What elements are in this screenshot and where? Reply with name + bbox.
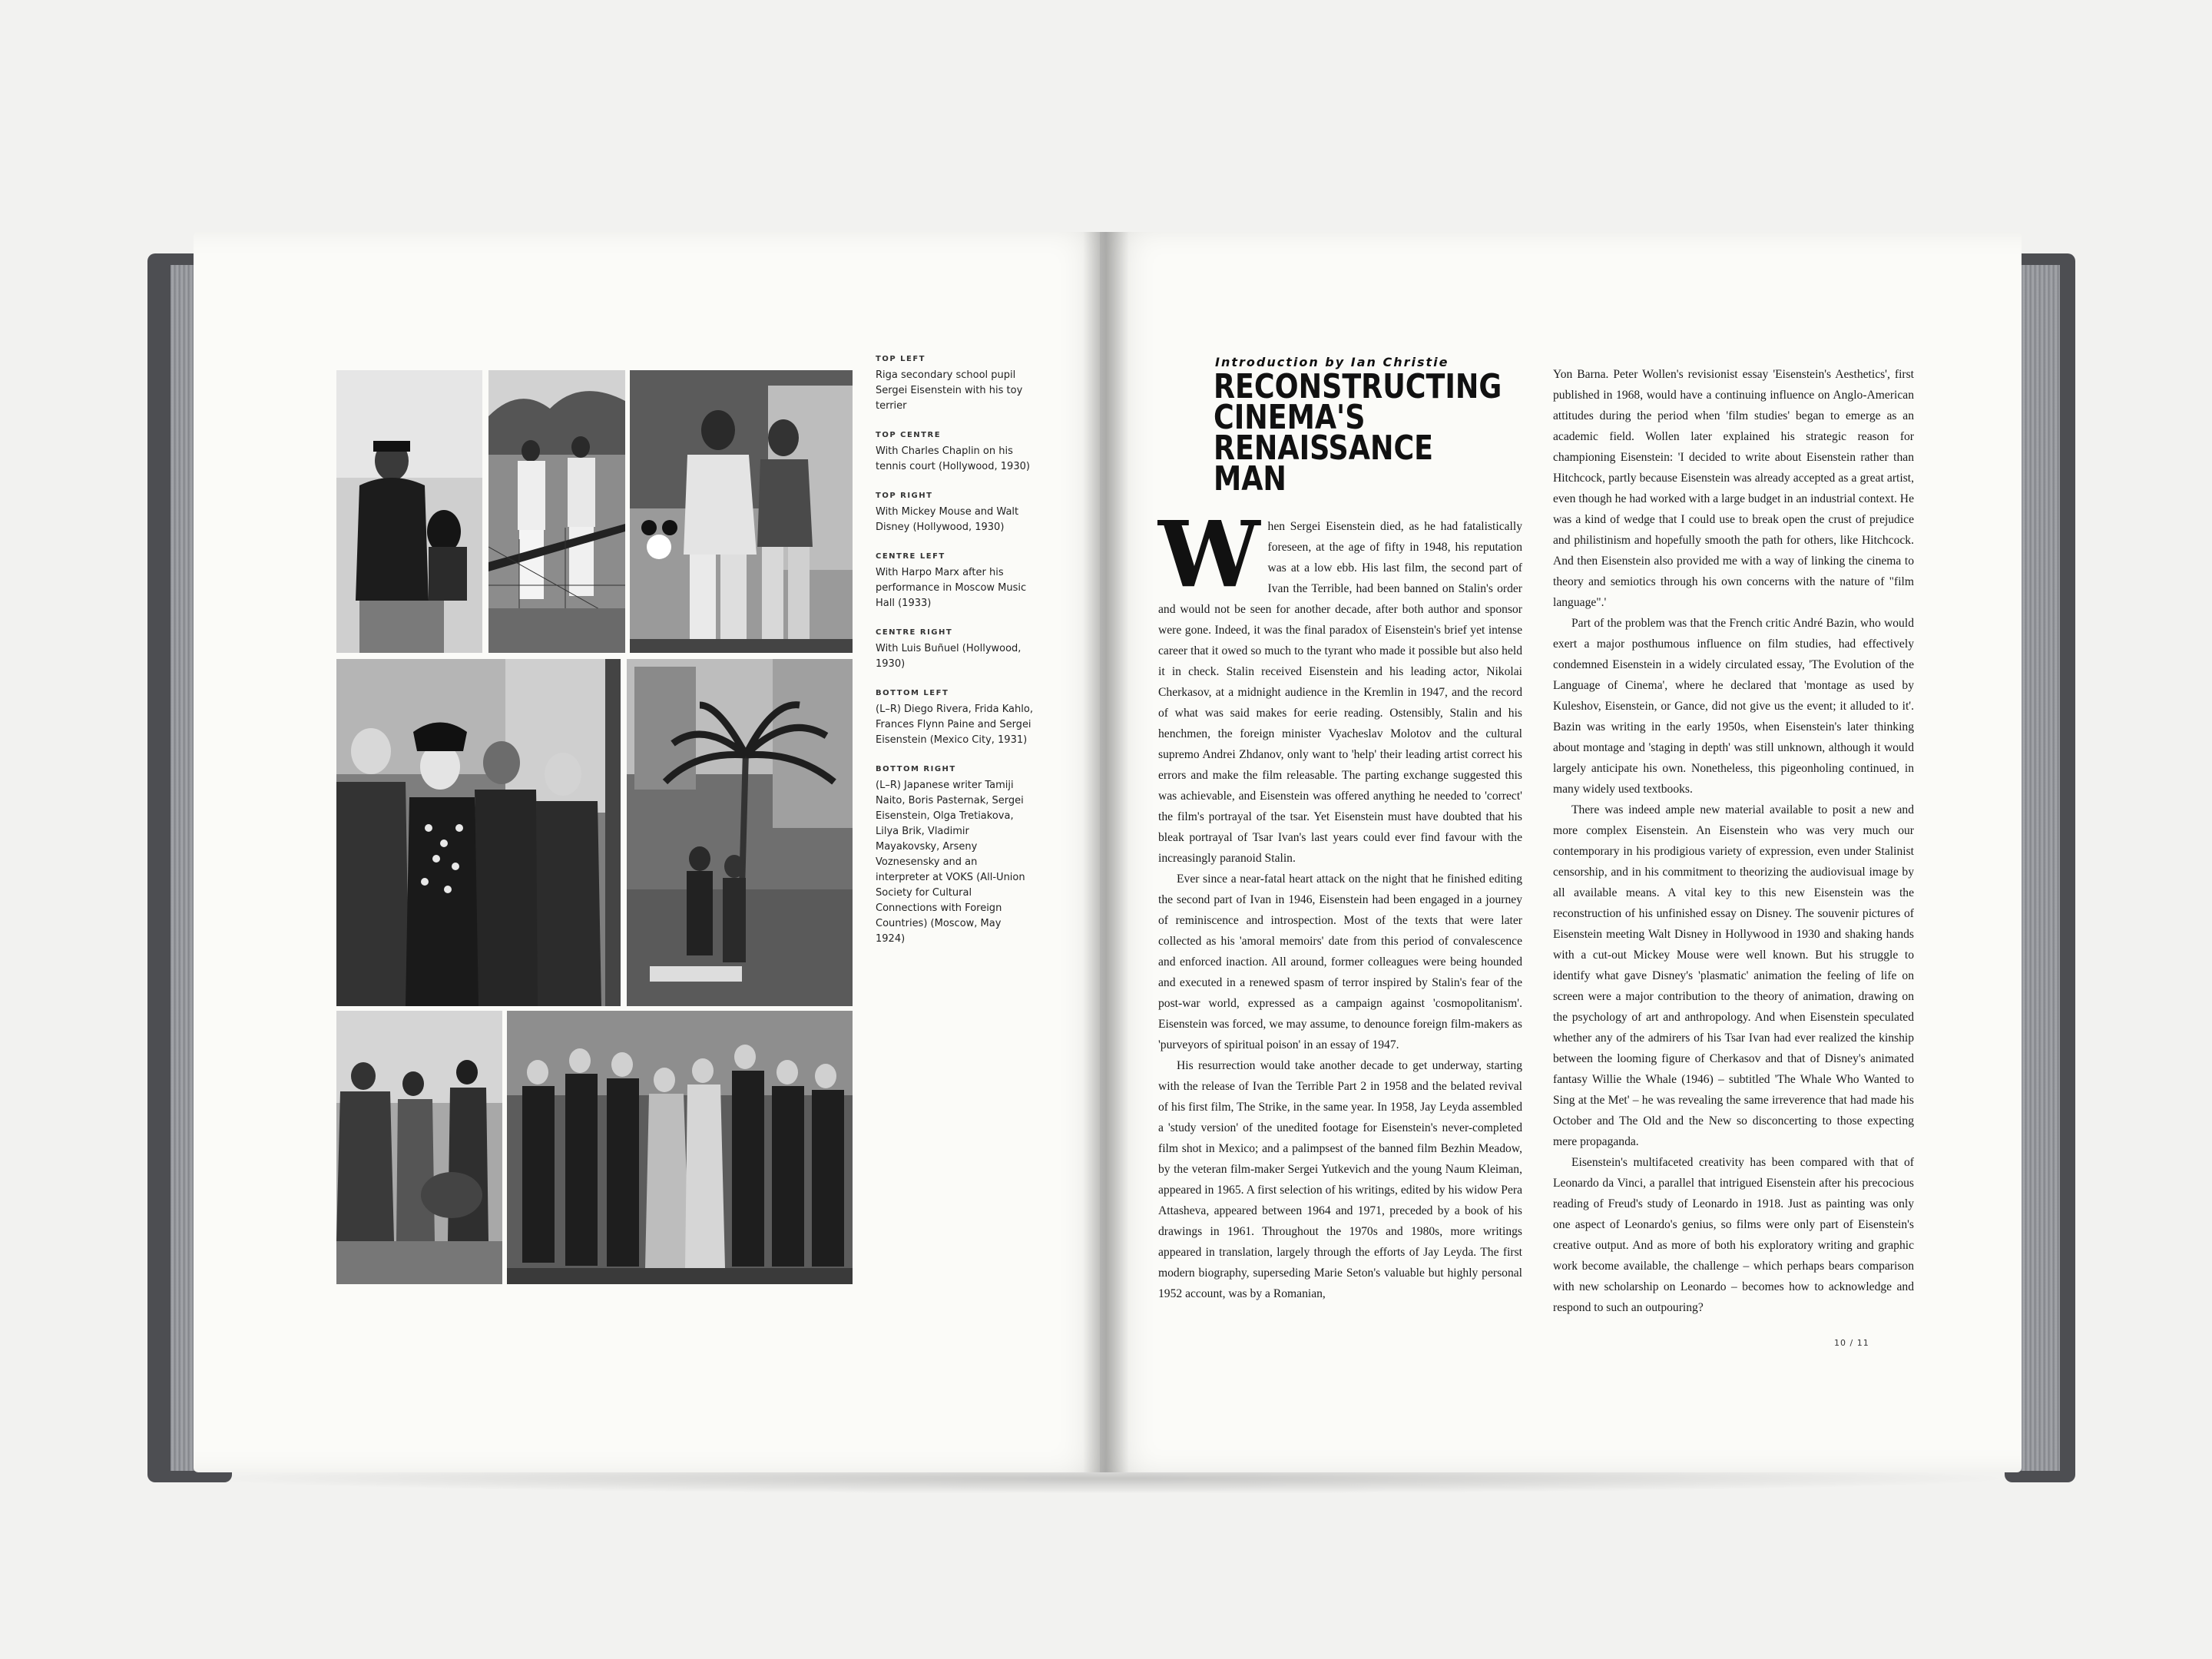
photo-captions — [876, 355, 1033, 964]
headline-line: CINEMA'S — [1214, 398, 1366, 437]
caption-label: BOTTOM RIGHT — [876, 765, 956, 773]
photo-top-right — [630, 370, 853, 653]
photo-centre-left — [336, 659, 621, 1006]
body-paragraph: Eisenstein's multifaceted creativity has been compared with that of Leonardo da Vinci, a parallel that intrigued Eisenstein after his precocious reading of Freud's study of Leonardo in 1918. Just as painting was only one aspect of Leonardo's genius, so films were only part of Eisenstein's creative output. And as more of both his exploratory writing and graphic work become available, the challenge – which perhaps bears comparison with new scholarship on Leonardo – becomes how to acknowledge and respond to such an outpouring? — [1553, 1156, 1914, 1314]
body-paragraph: Yon Barna. Peter Wollen's revisionist essay 'Eisenstein's Aesthetics', first published in 1968, would have a continuing influence on Anglo-American attitudes during the period when 'film studies' began to emerge as an academic field. Wollen later explained his strategic reason for championing Eisenstein: 'I decided to write about Eisenstein rather than Hitchcock, partly because Eisenstein was already accepted as a great artist, even though he had worked with a large budget in an industrial context. He was a kind of wedge that I could use to break open the crust of prejudice and philistinism and hopefully smooth the path for others, like Hitchcock. And then Eisenstein also provided me with a way of linking the cinema to theory and semiotics through his own concerns with the nature of "film language".' — [1553, 368, 1914, 609]
photo-centre-right — [627, 659, 853, 1006]
article-headline — [1214, 367, 1502, 498]
caption-text: (L–R) Diego Rivera, Frida Kahlo, Frances Flynn Paine and Sergei Eisenstein (Mexico City, 1931) — [876, 704, 1033, 746]
body-paragraph: Part of the problem was that the French critic André Bazin, who would exert a major posthumous influence on film studies, had effectively condemned Eisenstein in a widely circulated essay, 'The Evolution of the Language of Cinema', where he declared that 'montage as used by Kuleshov, Eisenstein, or Gance, did not give us the event; it alluded to it'. Bazin was writing in the early 1950s, when Eisenstein's later thinking about montage and 'staging in depth' was still unknown, although it would largely anticipate his own. Nonetheless, this pigeonholing continued, in many widely used textbooks. — [1553, 617, 1914, 796]
caption-label: TOP RIGHT — [876, 492, 933, 500]
caption-top-centre — [876, 431, 1033, 475]
caption-label: TOP LEFT — [876, 355, 926, 363]
caption-text: (L–R) Japanese writer Tamiji Naito, Boris Pasternak, Sergei Eisenstein, Olga Tretiakova, Lilya Brik, Vladimir Mayakovsky, Arseny Voznesensky and an interpreter at VOKS (All-Union Society for Cultural Connections with Foreign Countries) (Moscow, May 1924) — [876, 780, 1025, 945]
caption-bottom-right — [876, 765, 1033, 947]
caption-top-right — [876, 492, 1033, 535]
caption-text: With Harpo Marx after his performance in Moscow Music Hall (1933) — [876, 567, 1027, 609]
photo-bottom-right — [507, 1011, 853, 1284]
drop-cap: W — [1158, 501, 1260, 608]
photo-top-centre — [488, 370, 625, 653]
headline-line: RECONSTRUCTING — [1214, 367, 1502, 406]
caption-centre-right — [876, 628, 1033, 672]
article-kicker: Introduction by Ian Christie — [1215, 355, 1449, 369]
paragraph-text: hen Sergei Eisenstein died, as he had fatalistically foreseen, at the age of fifty in 1948, his reputation was at a low ebb. His last film, the second part of Ivan the Terrible, had been banned on Stalin's order and would not be seen for another decade, after both author and sponsor were gone. Indeed, it was the final paradox of Eisenstein's brief yet intense career that it owed so much to the tyrant who made it possible but also held it in check. Stalin received Eisenstein and his leading actor, Nikolai Cherkasov, at a midnight audience in the Kremlin in 1947, and the record of what was said makes for eerie reading. Ostensibly, Stalin and his henchmen, the foreign minister Vyacheslav Molotov and the cultural supremo Andrei Zhdanov, only want to 'help' their leading artist correct his errors and make the film releasable. The parting exchange suggested this was achievable, and Eisenstein was offered anything he needed to 'correct' the film's portrayal of the tsar. Yet Eisenstein must have doubted that his bleak portrayal of Tsar Ivan's last years could ever find favour with the increasingly paranoid Stalin. — [1158, 520, 1522, 865]
caption-label: BOTTOM LEFT — [876, 689, 949, 697]
caption-top-left — [876, 355, 1033, 414]
caption-text: With Luis Buñuel (Hollywood, 1930) — [876, 643, 1022, 670]
caption-label: TOP CENTRE — [876, 431, 942, 439]
photo-bottom-left — [336, 1011, 502, 1284]
body-paragraph: Ever since a near-fatal heart attack on the night that he finished editing the second part of Ivan in 1946, Eisenstein had been engaged in a journey of reminiscence and introspection. Most of the texts that were later collected as his 'amoral memoirs' date from this period of convalescence and enforced inaction. All around, former colleagues were being hounded and executed in a renewed spasm of terror inspired by Stalin's fear of the post-war world, expressed as a campaign against 'cosmopolitanism'. Eisenstein was forced, we may assume, to denounce foreign film-makers as 'purveyors of spiritual poison' in an essay of 1947. — [1158, 873, 1522, 1051]
caption-label: CENTRE LEFT — [876, 552, 945, 561]
caption-centre-left — [876, 552, 1033, 611]
body-paragraph: There was indeed ample new material available to posit a new and more complex Eisenstein. An Eisenstein who was very much our contemporary in his prodigious variety of expression, even under Stalinist censorship, and in his commitment to theorizing the audiovisual image by all available means. A vital key to this new Eisenstein was the reconstruction of his unfinished essay on Disney. The souvenir pictures of Eisenstein meeting Walt Disney in Hollywood in 1930 and shaking hands with a cut-out Mickey Mouse were well known. But his struggle to identify what gave Disney's 'plasmatic' animation the feeling of life on screen were a major contribution to the theory of animation, drawing on the psychology of art and anthropology. And when Eisenstein speculated whether any of the admirers of his Tsar Ivan had ever realized the kinship between the looming figure of Cherkasov and that of Disney's animated fantasy Willie the Whale (1946) – subtitled 'The Whale Who Wanted to Sing at the Met' – he was revealing the same irreverence that had made his October and The Old and the New so disconcerting to those expecting mere propaganda. — [1553, 803, 1914, 1148]
caption-text: With Charles Chaplin on his tennis court (Hollywood, 1930) — [876, 445, 1030, 472]
headline-line: RENAISSANCE MAN — [1214, 429, 1434, 498]
photo-top-left — [336, 370, 482, 653]
book-gutter — [1083, 232, 1129, 1472]
caption-bottom-left — [876, 689, 1033, 748]
caption-text: Riga secondary school pupil Sergei Eisenstein with his toy terrier — [876, 369, 1023, 412]
body-column-1 — [1158, 501, 1522, 1304]
page-number: 10 / 11 — [1834, 1338, 1869, 1348]
body-paragraph — [1158, 501, 1522, 869]
body-column-2 — [1553, 364, 1914, 1318]
caption-text: With Mickey Mouse and Walt Disney (Hollywood, 1930) — [876, 506, 1019, 533]
caption-label: CENTRE RIGHT — [876, 628, 953, 637]
body-paragraph: His resurrection would take another decade to get underway, starting with the release of Ivan the Terrible Part 2 in 1958 and the belated revival of his first film, The Strike, in the same year. In 1958, Jay Leyda assembled a 'study version' of the unedited footage for Eisenstein's never-completed film shot in Mexico; and a palimpsest of the banned film Bezhin Meadow, by the veteran film-maker Sergei Yutkevich and the young Naum Kleiman, appeared in 1965. A first selection of his writings, edited by his widow Pera Attasheva, appeared between 1964 and 1971, preceded by a book of his drawings in 1961. Throughout the 1970s and 1980s, more writings appeared in translation, largely through the efforts of Jay Leyda. The first modern biography, superseding Marie Seton's valuable but highly personal 1952 account, was by a Romanian, — [1158, 1059, 1522, 1300]
